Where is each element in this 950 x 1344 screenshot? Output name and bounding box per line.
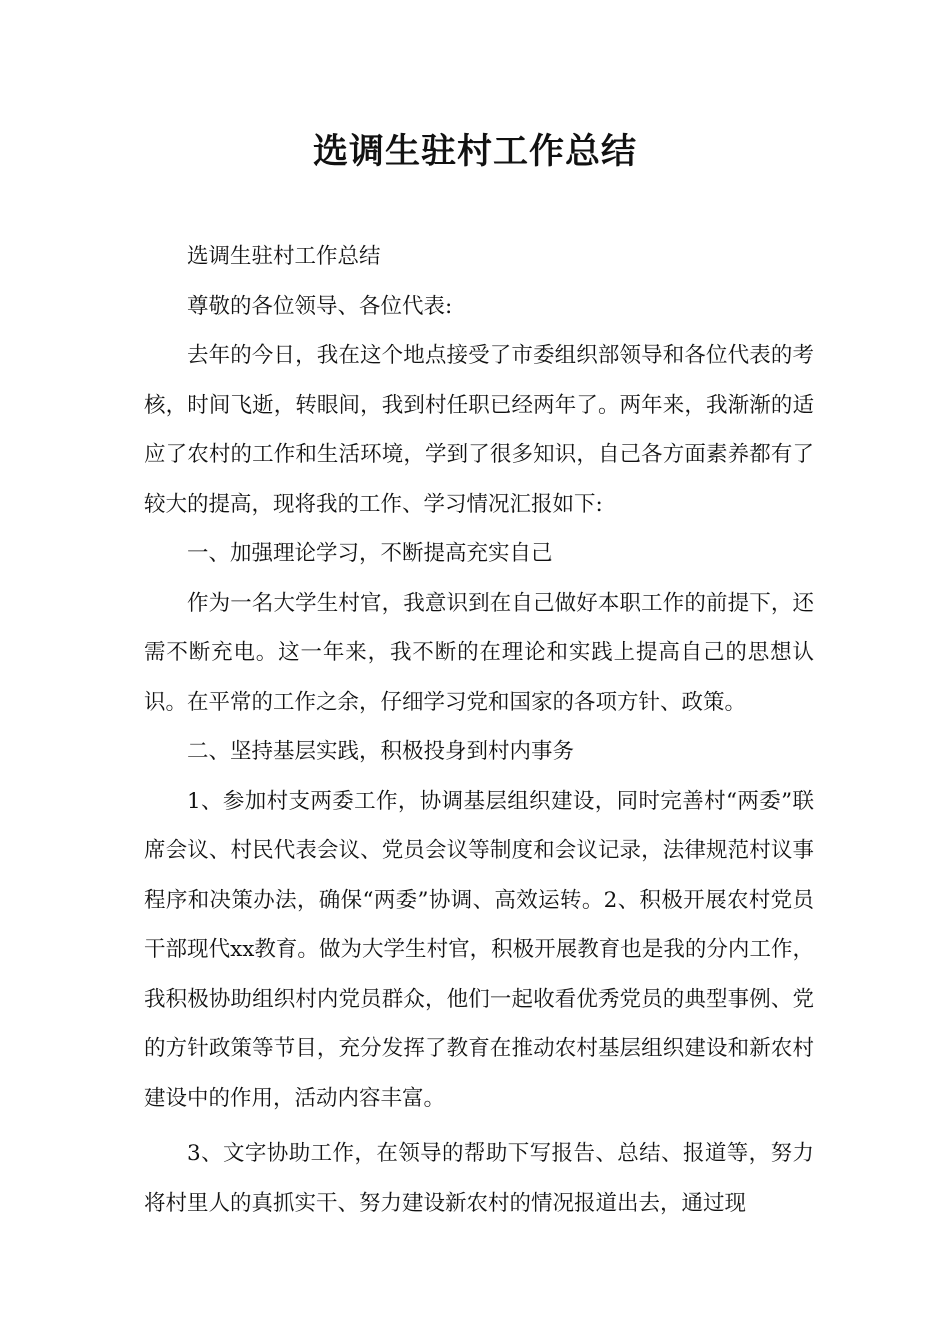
section-heading-1: 一、加强理论学习，不断提高充实自己 [187,541,553,566]
paragraph-village-work: 1、参加村支两委工作，协调基层组织建设，同时完善村“两委”联席会议、村民代表会议、党员会议等制度和会议记录，法律规范村议事程序和决策办法，确保“两委”协调、高效运转。2、积极开展农村党员干部现代xx教育。做为大学生村官，积极开展教育也是我的分内工作，我积极协助组织村内党员群众，他们一起收看优秀党员的典型事例、党的方针政策等节目，充分发挥了教育在推动农村基层组织建设和新农村建设中的作用，活动内容丰富。 [144,788,814,1111]
section-heading-2: 二、坚持基层实践，积极投身到村内事务 [187,739,575,764]
paragraph-theory-study: 作为一名大学生村官，我意识到在自己做好本职工作的前提下，还需不断充电。这一年来，我不断的在理论和实践上提高自己的思想认识。在平常的工作之余，仔细学习党和国家的各项方针、政策。 [144,590,814,715]
paragraph-intro: 去年的今日，我在这个地点接受了市委组织部领导和各位代表的考核，时间飞逝，转眼间，我到村任职已经两年了。两年来，我渐渐的适应了农村的工作和生活环境，学到了很多知识，自己各方面素养都有了较大的提高，现将我的工作、学习情况汇报如下: [144,343,814,517]
paragraph-salutation: 尊敬的各位领导、各位代表: [187,293,453,319]
paragraph-writing-work: 3、文字协助工作，在领导的帮助下写报告、总结、报道等，努力将村里人的真抓实干、努力建设新农村的情况报道出去，通过现 [144,1141,814,1216]
paragraph-subtitle: 选调生驻村工作总结 [187,244,381,269]
document-body [144,232,814,1228]
document-title: 选调生驻村工作总结 [312,131,637,172]
